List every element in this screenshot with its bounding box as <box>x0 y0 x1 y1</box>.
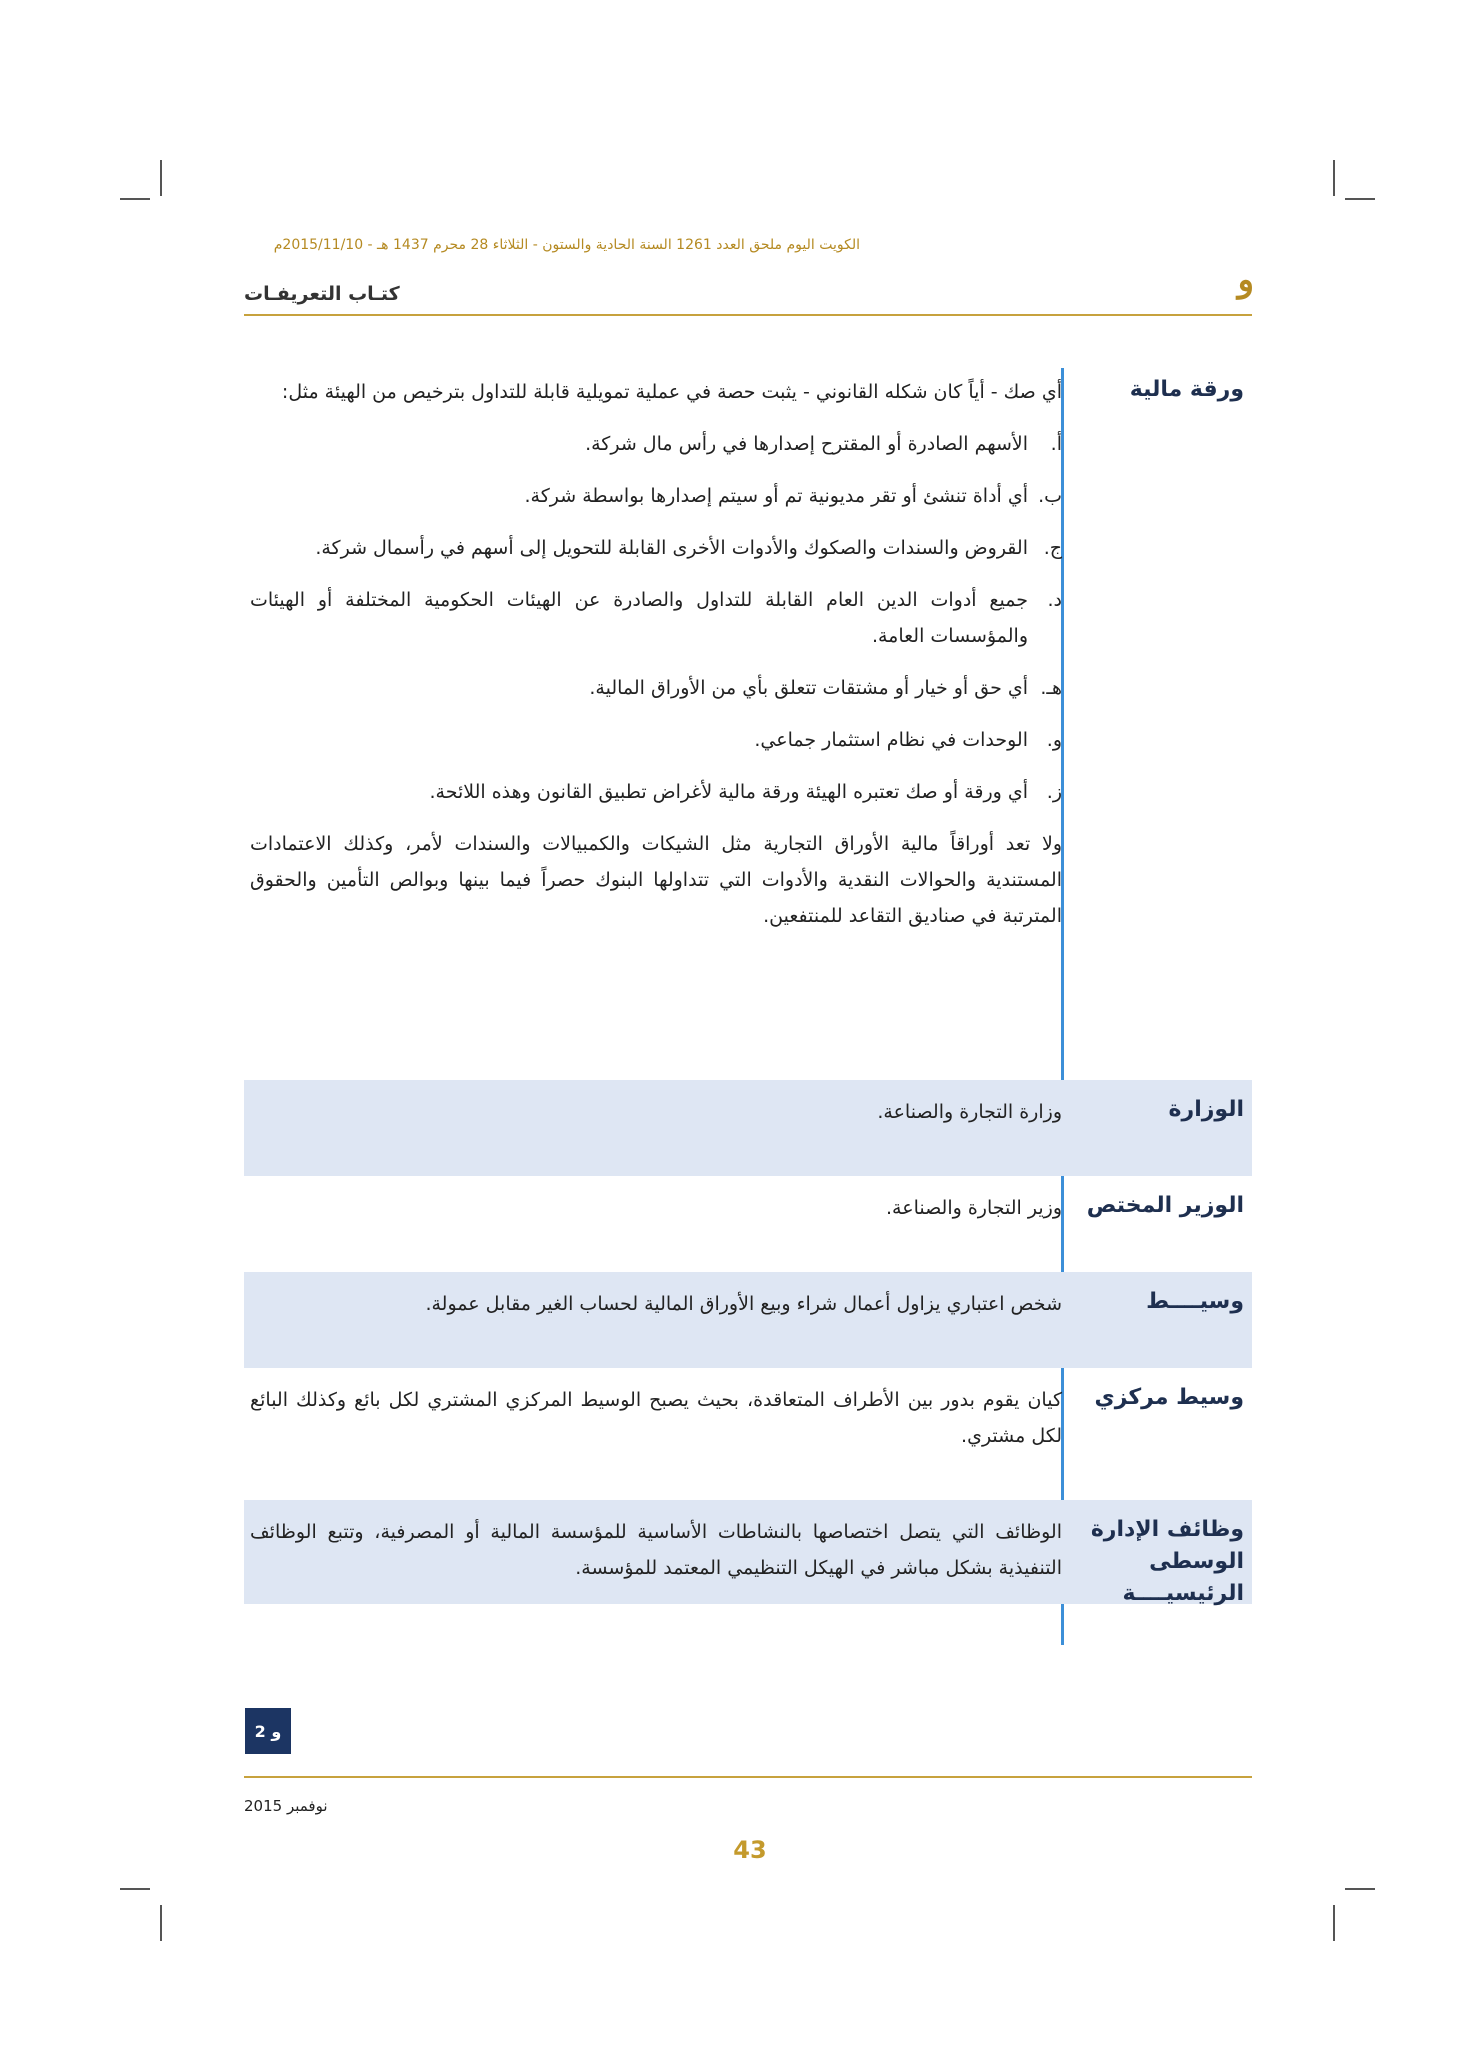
list-item <box>250 478 1062 514</box>
crop-mark <box>160 160 162 196</box>
definition-row <box>244 1272 1252 1368</box>
crop-mark <box>1345 198 1375 200</box>
definition-term: وسيــــط <box>1146 1289 1244 1314</box>
list-item <box>250 722 1062 758</box>
definition-body: كيان يقوم بدور بين الأطراف المتعاقدة، بحيث يصبح الوسيط المركزي المشتري لكل بائع وكذلك البائع لكل مشتري. <box>250 1389 1062 1447</box>
crop-mark <box>120 198 150 200</box>
gazette-header: الكويت اليوم ملحق العدد 1261 السنة الحادية والستون - الثلاثاء 28 محرم 1437 هـ - 2015/11/10م <box>273 237 860 253</box>
definition-row <box>244 360 1252 1080</box>
crop-mark <box>120 1888 150 1890</box>
definition-term: ورقة مالية <box>1129 377 1244 402</box>
list-text: أي ورقة أو صك تعتبره الهيئة ورقة مالية لأغراض تطبيق القانون وهذه اللائحة. <box>429 781 1028 803</box>
header-rule <box>244 314 1252 316</box>
definition-row <box>244 1080 1252 1176</box>
definition-term: الوزارة <box>1168 1097 1244 1122</box>
list-text: أي حق أو خيار أو مشتقات تتعلق بأي من الأوراق المالية. <box>589 677 1028 699</box>
definition-row <box>244 1176 1252 1272</box>
definition-closing: ولا تعد أوراقاً مالية الأوراق التجارية مثل الشيكات والكمبيالات والسندات لأمر، وكذلك الاعتمادات المستندية والحوالات النقدية والأدوات التي تتداولها البنوك حصراً فيما بينها وبوالص التأمين والحقوق المترتبة في صناديق التقاعد للمنتفعين. <box>250 833 1062 927</box>
book-title: كتـاب التعريفـات <box>244 283 400 305</box>
definition-row <box>244 1500 1252 1604</box>
list-text: أي أداة تنشئ أو تقر مديونية تم أو سيتم إصدارها بواسطة شركة. <box>524 485 1028 507</box>
footer-rule <box>244 1776 1252 1778</box>
definition-intro: أي صك - أياً كان شكله القانوني - يثبت حصة في عملية تمويلية قابلة للتداول بترخيص من الهيئة مثل: <box>281 381 1062 403</box>
definition-body <box>244 360 1062 934</box>
list-item <box>250 426 1062 462</box>
definition-term: وسيط مركزي <box>1094 1385 1244 1410</box>
list-item <box>250 582 1062 654</box>
list-marker: ب. <box>1038 485 1062 507</box>
list-marker: أ. <box>1050 433 1062 455</box>
list-marker: ج. <box>1043 537 1062 559</box>
list-text: جميع أدوات الدين العام القابلة للتداول والصادرة عن الهيئات الحكومية المختلفة أو الهيئات والمؤسسات العامة. <box>250 589 1028 647</box>
list-item <box>250 670 1062 706</box>
list-text: القروض والسندات والصكوك والأدوات الأخرى القابلة للتحويل إلى أسهم في رأسمال شركة. <box>315 537 1028 559</box>
page-marker: و 2 <box>245 1708 291 1754</box>
definition-body: وزارة التجارة والصناعة. <box>877 1101 1062 1123</box>
crop-mark <box>1333 160 1335 196</box>
list-text: الوحدات في نظام استثمار جماعي. <box>754 729 1028 751</box>
crop-mark <box>1333 1905 1335 1941</box>
issue-date: نوفمبر 2015 <box>244 1797 328 1815</box>
crop-mark <box>1345 1888 1375 1890</box>
list-marker: هـ. <box>1040 677 1062 699</box>
definition-term: الوزير المختص <box>1086 1193 1244 1218</box>
list-item <box>250 530 1062 566</box>
page-number: 43 <box>733 1836 767 1864</box>
list-item <box>250 774 1062 810</box>
definition-body: الوظائف التي يتصل اختصاصها بالنشاطات الأساسية للمؤسسة المالية أو المصرفية، وتتبع الوظائف التنفيذية بشكل مباشر في الهيكل التنظيمي المعتمد للمؤسسة. <box>250 1521 1062 1579</box>
list-marker: د. <box>1047 589 1062 611</box>
definitions-table <box>244 360 1252 1604</box>
list-text: الأسهم الصادرة أو المقترح إصدارها في رأس مال شركة. <box>585 433 1028 455</box>
list-marker: ز. <box>1046 781 1062 803</box>
definition-term: وظائف الإدارة الوسطى الرئيسيــــة <box>1090 1517 1244 1606</box>
list-marker: و. <box>1046 729 1062 751</box>
section-letter: و <box>1237 260 1254 300</box>
definition-row <box>244 1368 1252 1500</box>
definition-body: شخص اعتباري يزاول أعمال شراء وبيع الأوراق المالية لحساب الغير مقابل عمولة. <box>425 1293 1062 1315</box>
definition-body: وزير التجارة والصناعة. <box>886 1197 1062 1219</box>
crop-mark <box>160 1905 162 1941</box>
